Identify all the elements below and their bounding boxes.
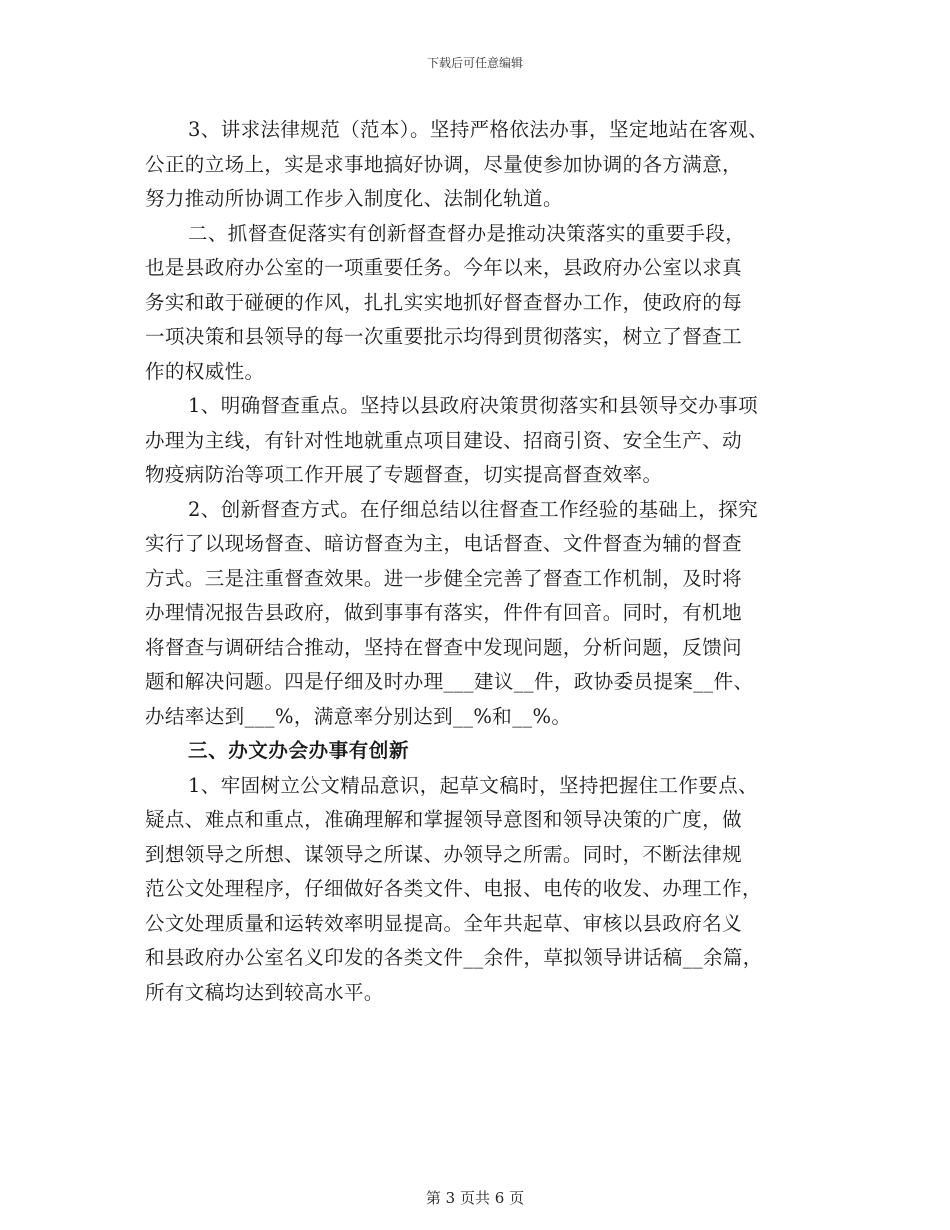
paragraph-line: 到想领导之所想、谋领导之所谋、办领导之所需。同时，不断法律规	[145, 842, 743, 866]
paragraph-line: 也是县政府办公室的一项重要任务。今年以来，县政府办公室以求真	[145, 256, 743, 279]
paragraph-line: 实行了以现场督查、暗访督查为主，电话督查、文件督查为辅的督查	[145, 532, 743, 555]
paragraph-line: 方式。三是注重督查效果。进一步健全完善了督查工作机制，及时将	[145, 566, 743, 590]
paragraph-line: 将督查与调研结合推动，坚持在督查中发现问题，分析问题，反馈问	[145, 635, 743, 659]
paragraph-line: 二、抓督查促落实有创新督查督办是推动决策落实的重要手段，	[188, 221, 746, 245]
paragraph-line: 疑点、难点和重点，准确理解和掌握领导意图和领导决策的广度，做	[145, 808, 743, 831]
section-heading: 三、办文办会办事有创新	[188, 739, 410, 762]
paragraph-line: 一项决策和县领导的每一次重要批示均得到贯彻落实，树立了督查工	[145, 325, 743, 348]
document-body	[145, 113, 815, 1010]
paragraph-line: 办理为主线，有针对性地就重点项目建设、招商引资、安全生产、动	[145, 428, 743, 452]
paragraph-line: 努力推动所协调工作步入制度化、法制化轨道。	[145, 187, 563, 210]
paragraph-line: 办理情况报告县政府，做到事事有落实，件件有回音。同时，有机地	[145, 601, 743, 624]
paragraph-line: 3、讲求法律规范（范本）。坚持严格依法办事，坚定地站在客观、	[188, 118, 769, 141]
paragraph-line: 2、创新督查方式。在仔细总结以往督查工作经验的基础上，探究	[188, 497, 759, 521]
paragraph-line: 务实和敢于碰硬的作风，扎扎实实地抓好督查督办工作，使政府的每	[145, 290, 743, 314]
paragraph-line: 和县政府办公室名义印发的各类文件__余件，草拟领导讲话稿__余篇，	[145, 946, 763, 969]
page-header: 下载后可任意编辑	[426, 56, 523, 70]
paragraph-line: 所有文稿均达到较高水平。	[145, 980, 384, 1004]
paragraph-line: 物疫病防治等项工作开展了专题督查，切实提高督查效率。	[145, 463, 663, 486]
paragraph-line: 作的权威性。	[145, 359, 265, 383]
paragraph-line: 1、明确督查重点。坚持以县政府决策贯彻落实和县领导交办事项	[188, 394, 759, 417]
paragraph-line: 公正的立场上，实是求事地搞好协调，尽量使参加协调的各方满意，	[145, 152, 743, 176]
paragraph-line: 1、牢固树立公文精品意识，起草文稿时，坚持把握住工作要点、	[188, 773, 759, 797]
paragraph-line: 公文处理质量和运转效率明显提高。全年共起草、审核以县政府名义	[145, 911, 743, 935]
paragraph-line: 办结率达到___%，满意率分别达到__%和__%。	[145, 704, 572, 728]
paragraph-line: 范公文处理程序，仔细做好各类文件、电报、电传的收发、办理工作，	[145, 877, 762, 900]
page-footer: 第 3 页共 6 页	[425, 1189, 525, 1207]
paragraph-line: 题和解决问题。四是仔细及时办理___建议__件，政协委员提案__件、	[145, 670, 754, 693]
